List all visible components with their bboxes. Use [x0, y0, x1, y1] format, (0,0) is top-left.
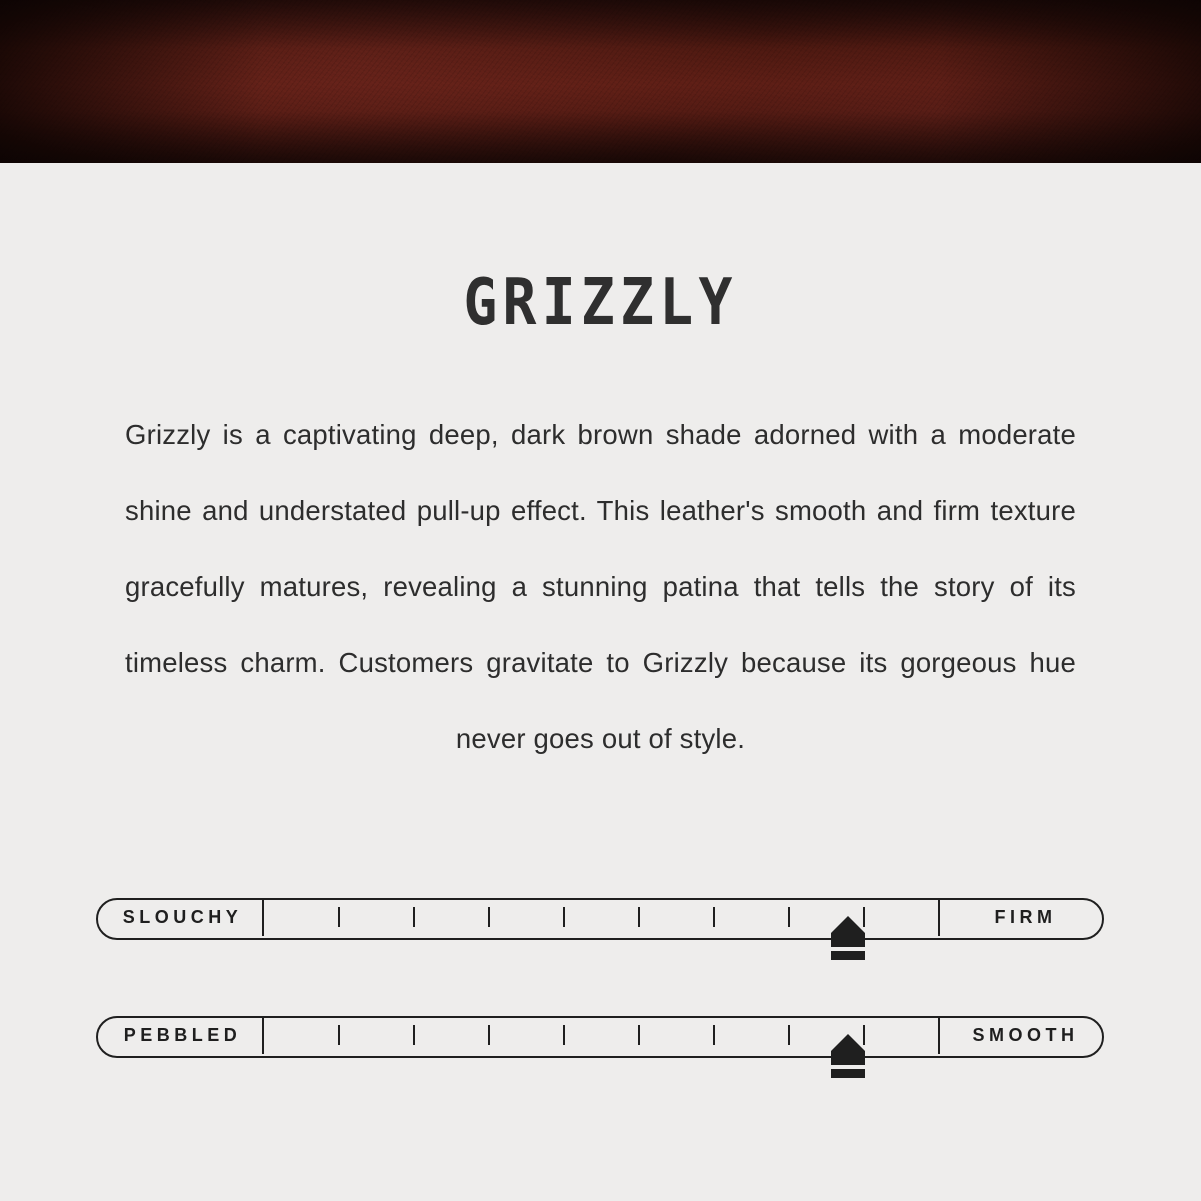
slider-tick: [338, 907, 340, 927]
slider-handle-foot: [831, 1069, 865, 1078]
slider-tick: [713, 1025, 715, 1045]
slider-tick: [413, 907, 415, 927]
slider-tick: [788, 907, 790, 927]
slider-tick: [563, 1025, 565, 1045]
slider-tick: [338, 1025, 340, 1045]
slider-right-label: SMOOTH: [938, 1016, 1106, 1054]
slider-handle-body: [831, 933, 865, 947]
slider-handle[interactable]: [828, 916, 868, 960]
slider-handle[interactable]: [828, 1034, 868, 1078]
description-text: Grizzly is a captivating deep, dark brown shade adorned with a moderate shine and understated pull-up effect. This leather's smooth and firm texture gracefully matures, revealing a stunning patina that tells the story of its timeless charm. Customers gravitate to Grizzly because its gorgeous hue never goes out of style.: [125, 419, 1076, 754]
attribute-sliders: [0, 898, 1201, 1078]
slider-handle-point: [831, 916, 865, 933]
slider-tick: [713, 907, 715, 927]
slider-tick: [638, 1025, 640, 1045]
slider-handle-point: [831, 1034, 865, 1051]
slider-tick: [413, 1025, 415, 1045]
slider-handle-body: [831, 1051, 865, 1065]
swatch-vignette: [0, 0, 1201, 163]
slider-left-label: SLOUCHY: [96, 898, 264, 936]
slider-firmness[interactable]: [96, 898, 1106, 960]
slider-left-label: PEBBLED: [96, 1016, 264, 1054]
slider-right-label: FIRM: [938, 898, 1106, 936]
page-title: GRIZZLY: [463, 266, 738, 340]
slider-tick: [488, 907, 490, 927]
leather-swatch-banner: [0, 0, 1201, 163]
slider-tick: [638, 907, 640, 927]
slider-tick: [563, 907, 565, 927]
card-content: [0, 266, 1201, 777]
slider-tick: [788, 1025, 790, 1045]
slider-tick: [488, 1025, 490, 1045]
slider-handle-foot: [831, 951, 865, 960]
slider-texture[interactable]: [96, 1016, 1106, 1078]
